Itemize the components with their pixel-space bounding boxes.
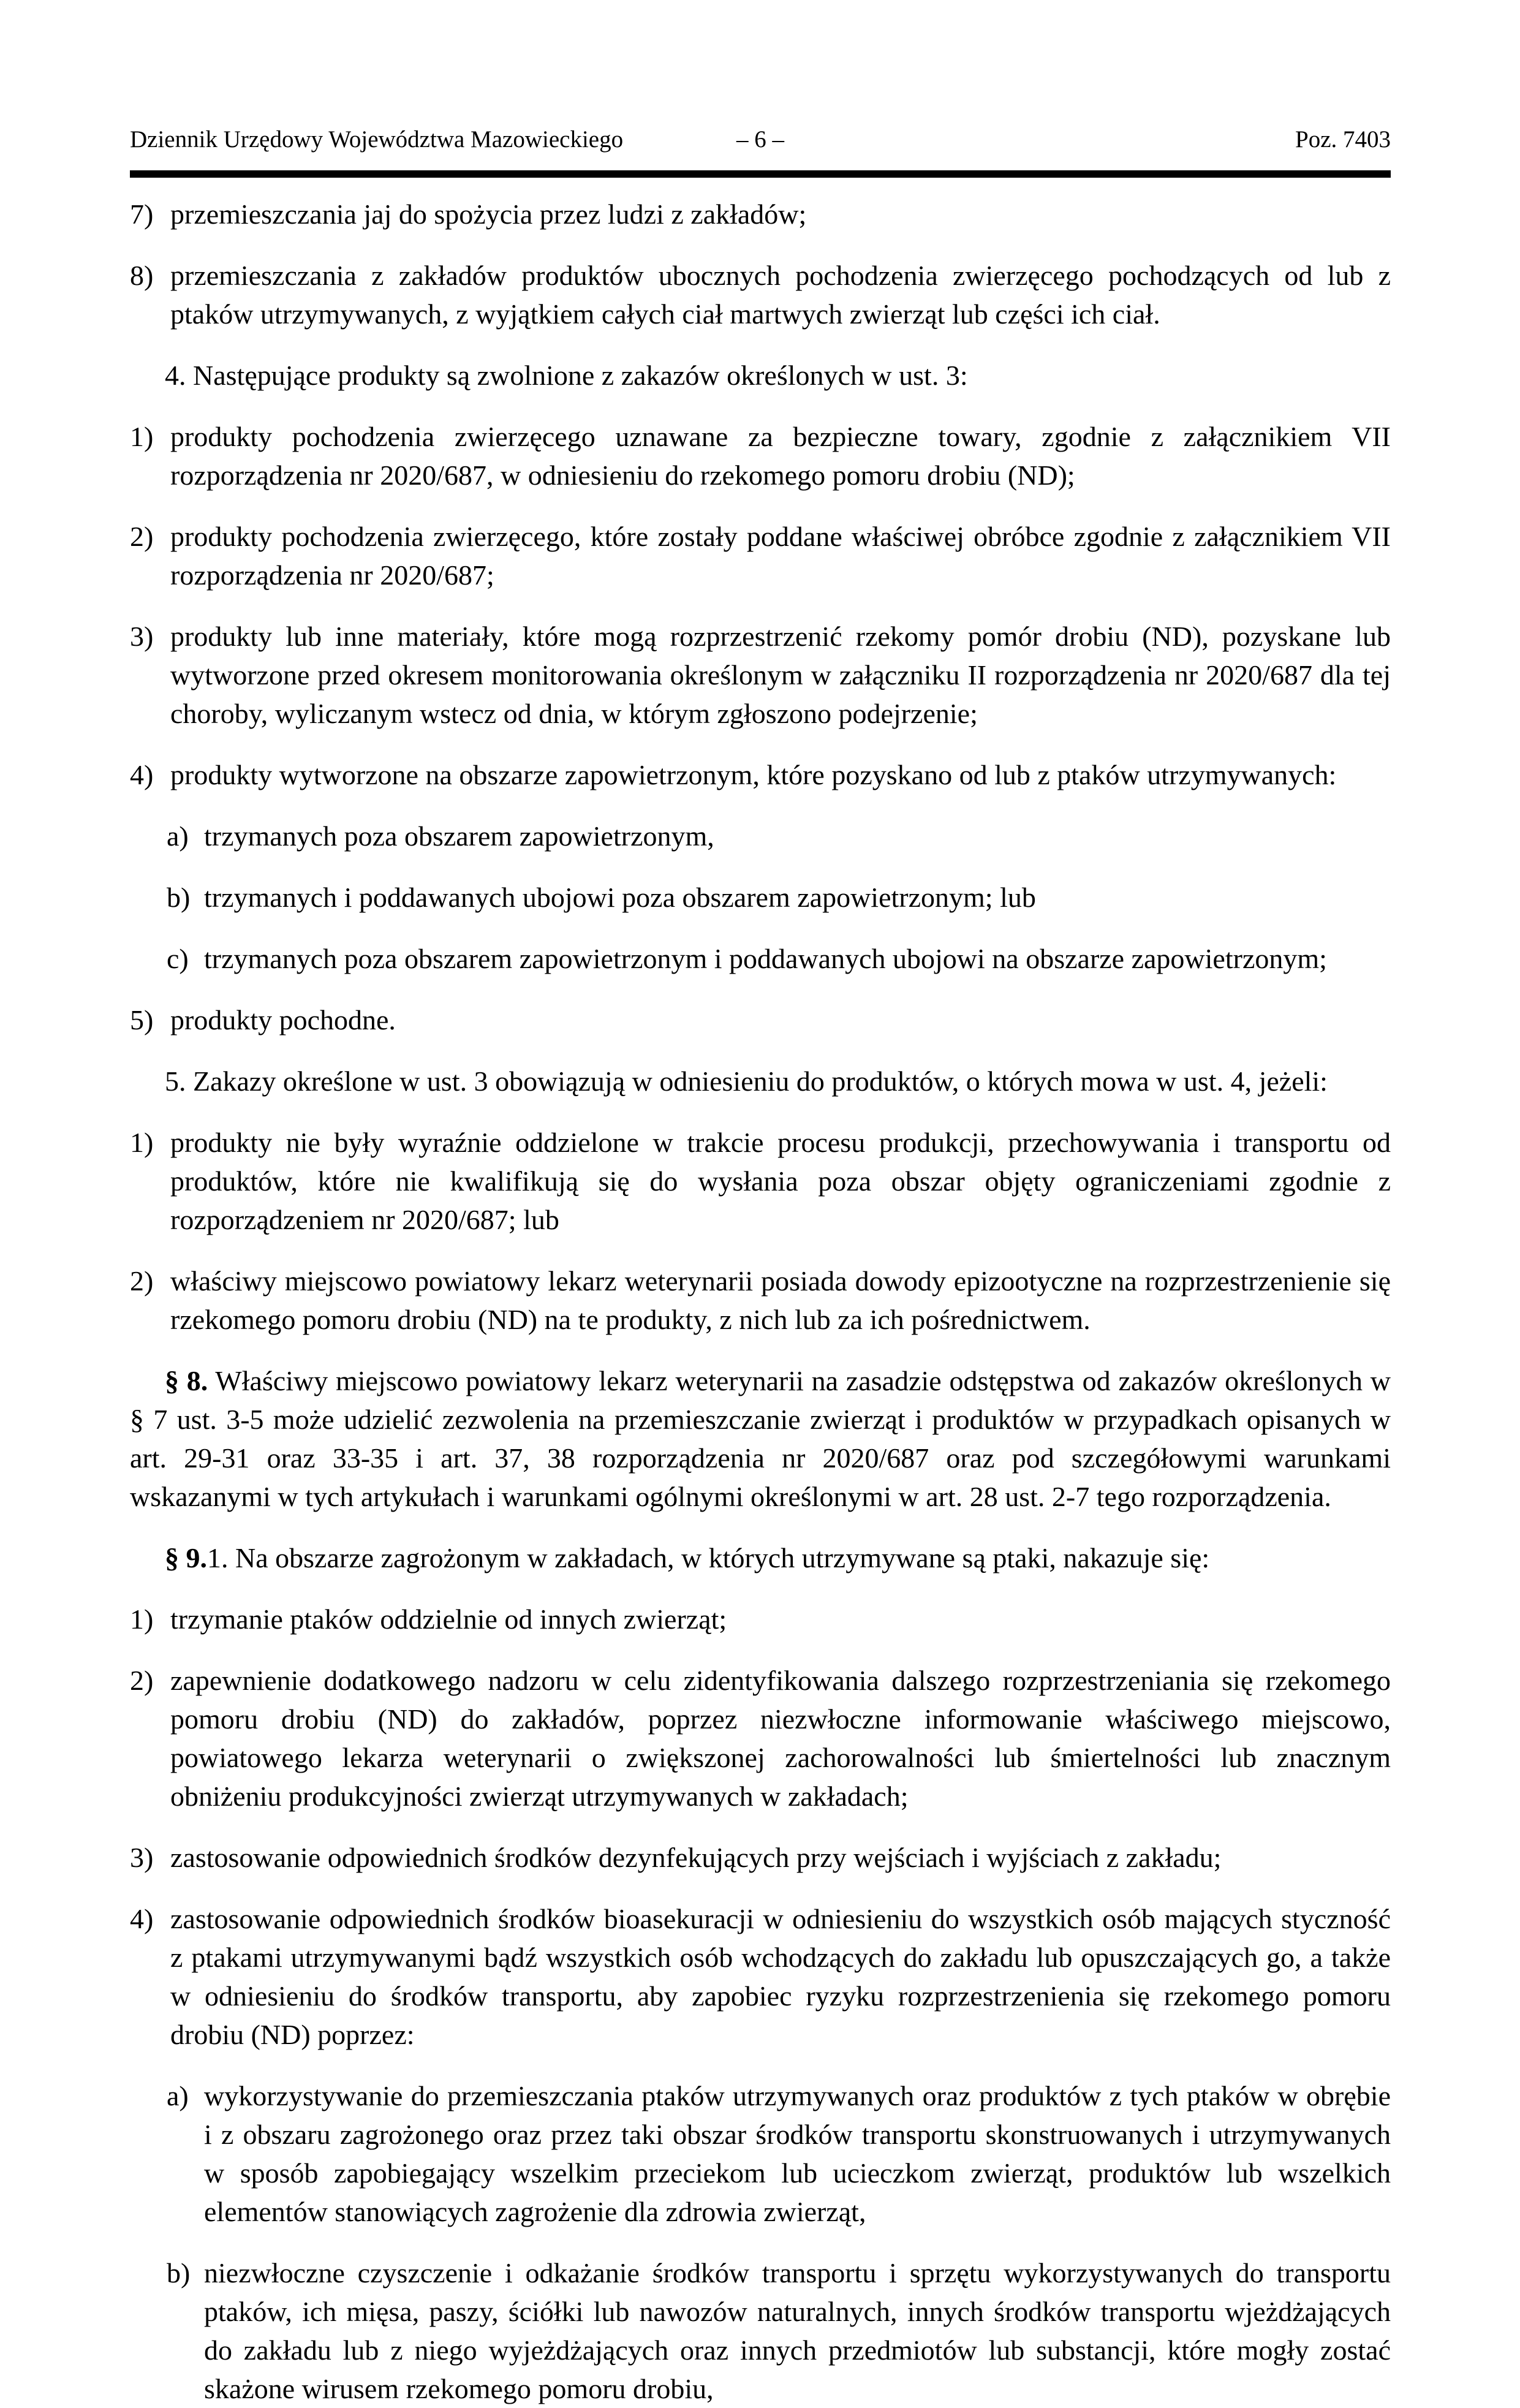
page-header (130, 126, 1391, 154)
paragraph-text: 4. Następujące produkty są zwolnione z zakazów określonych w ust. 3: (165, 360, 968, 391)
paragraph-text: produkty pochodzenia zwierzęcego uznawane za bezpieczne towary, zgodnie z załącznikiem VII rozporządzenia nr 2020/687, w odniesieniu do rzekomego pomoru drobiu (ND); (170, 421, 1391, 491)
list-item (130, 1001, 1391, 1039)
paragraph (130, 356, 1391, 395)
list-item (130, 517, 1391, 594)
list-marker: 3) (130, 621, 154, 652)
list-marker: 2) (130, 521, 154, 552)
page-number: – 6 – (736, 126, 784, 153)
list-marker: 1) (130, 421, 154, 452)
paragraph-text: trzymanych poza obszarem zapowietrzonym i poddawanych ubojowi na obszarze zapowietrzonym; (204, 943, 1327, 974)
list-marker: b) (167, 2257, 191, 2289)
paragraph-text: trzymanych poza obszarem zapowietrzonym, (204, 820, 714, 852)
list-item (130, 617, 1391, 733)
paragraph-text: Właściwy miejscowo powiatowy lekarz weterynarii na zasadzie odstępstwa od zakazów określonych w § 7 ust. 3-5 może udzielić zezwolenia na przemieszczanie zwierząt i produktów w przypadkach opisanych w art. 29-31 oraz 33-35 i art. 37, 38 rozporządzenia nr 2020/687 oraz pod szczegółowymi warunkami wskazanymi w tych artykułach i warunkami ogólnymi określonymi w art. 28 ust. 2-7 tego rozporządzenia. (130, 1365, 1391, 1512)
paragraph-text: produkty pochodzenia zwierzęcego, które zostały poddane właściwej obróbce zgodnie z załącznikiem VII rozporządzenia nr 2020/687; (170, 521, 1391, 591)
list-item (130, 1123, 1391, 1239)
paragraph-text: produkty pochodne. (170, 1004, 396, 1036)
paragraph-text: Na obszarze zagrożonym w zakładach, w których utrzymywane są ptaki, nakazuje się: (235, 1542, 1210, 1573)
paragraph-text: przemieszczania z zakładów produktów ubocznych pochodzenia zwierzęcego pochodzących od lub z ptaków utrzymywanych, z wyjątkiem całych ciał martwych zwierząt lub części ich ciał. (170, 260, 1391, 330)
list-item (130, 1661, 1391, 1815)
paragraph-text: zastosowanie odpowiednich środków dezynfekujących przy wejściach i wyjściach z zakładu; (170, 1842, 1222, 1873)
paragraph-text: produkty nie były wyraźnie oddzielone w trakcie procesu produkcji, przechowywania i transportu od produktów, które nie kwalifikują się do wysłania poza obszar objęty ograniczeniami zgodnie z rozporządzeniem nr 2020/687; lub (170, 1127, 1391, 1235)
list-marker: 8) (130, 260, 154, 291)
paragraph (130, 1062, 1391, 1100)
list-marker: 5) (130, 1004, 154, 1036)
list-item (130, 1838, 1391, 1877)
list-marker: 4) (130, 1903, 154, 1934)
list-marker: 1) (130, 1127, 154, 1158)
list-item (130, 1899, 1391, 2054)
list-marker: a) (167, 2080, 189, 2111)
paragraph-text: właściwy miejscowo powiatowy lekarz weterynarii posiada dowody epizootyczne na rozprzestrzenienie się rzekomego pomoru drobiu (ND) na te produkty, z nich lub za ich pośrednictwem. (170, 1265, 1391, 1335)
paragraph-text: zapewnienie dodatkowego nadzoru w celu zidentyfikowania dalszego rozprzestrzeniania się rzekomego pomoru drobiu (ND) do zakładów, poprzez niezwłoczne informowanie właściwego miejscowo, powiatowego lekarza weterynarii o zwiększonej zachorowalności lub śmiertelności lub znacznym obniżeniu produkcyjności zwierząt utrzymywanych w zakładach; (170, 1665, 1391, 1812)
paragraph (130, 1361, 1391, 1516)
journal-title: Dziennik Urzędowy Województwa Mazowieckiego (130, 126, 624, 153)
list-item (130, 1600, 1391, 1638)
paragraph-text: trzymanie ptaków oddzielnie od innych zwierząt; (170, 1603, 727, 1635)
list-item (130, 417, 1391, 494)
paragraph: § 9.1. Na obszarze zagrożonym w zakładach, w których utrzymywane są ptaki, nakazuje się: (165, 1542, 1210, 1573)
section-number: § 8. (165, 1365, 208, 1396)
document-body (130, 195, 1391, 2408)
paragraph-text: niezwłoczne czyszczenie i odkażanie środków transportu i sprzętu wykorzystywanych do transportu ptaków, ich mięsa, paszy, ściółki lub nawozów naturalnych, innych środków transportu wjeżdżających do zakładu lub z niego wyjeżdżających oraz innych przedmiotów lub substancji, które mogły zostać skażone wirusem rzekomego pomoru drobiu, (204, 2257, 1391, 2404)
list-item (130, 195, 1391, 233)
paragraph-text: przemieszczania jaj do spożycia przez ludzi z zakładów; (170, 199, 807, 230)
list-marker: a) (167, 820, 189, 852)
list-marker: 2) (130, 1265, 154, 1297)
list-item (130, 878, 1391, 917)
list-marker: 3) (130, 1842, 154, 1873)
list-marker: c) (167, 943, 189, 974)
list-marker: 7) (130, 199, 154, 230)
list-item (130, 755, 1391, 794)
list-marker: 2) (130, 1665, 154, 1696)
paragraph-text: 5. Zakazy określone w ust. 3 obowiązują w odniesieniu do produktów, o których mowa w ust. 4, jeżeli: (165, 1066, 1328, 1097)
list-marker: b) (167, 882, 191, 913)
list-item (130, 2077, 1391, 2231)
list-item (130, 939, 1391, 978)
paragraph-text: wykorzystywanie do przemieszczania ptaków utrzymywanych oraz produktów z tych ptaków w obrębie i z obszaru zagrożonego oraz przez taki obszar środków transportu skonstruowanych i utrzymywanych w sposób zapobiegający wszelkim przeciekom lub ucieczkom zwierząt, produktów lub wszelkich elementów stanowiących zagrożenie dla zdrowia zwierząt, (204, 2080, 1391, 2227)
list-item (130, 1262, 1391, 1339)
list-item (130, 2254, 1391, 2408)
section-number: § 9. (165, 1542, 207, 1573)
list-marker: 1) (130, 1603, 154, 1635)
list-item (130, 256, 1391, 333)
paragraph-text: trzymanych i poddawanych ubojowi poza obszarem zapowietrzonym; lub (204, 882, 1036, 913)
list-marker: 4) (130, 759, 154, 790)
paragraph-text: produkty lub inne materiały, które mogą rozprzestrzenić rzekomy pomór drobiu (ND), pozyskane lub wytworzone przed okresem monitorowania określonym w załączniku II rozporządzenia nr 2020/687 dla tej choroby, wyliczanym wstecz od dnia, w którym zgłoszono podejrzenie; (170, 621, 1391, 729)
position-label: Poz. 7403 (1295, 126, 1391, 153)
header-rule (130, 170, 1391, 178)
paragraph-text: produkty wytworzone na obszarze zapowietrzonym, które pozyskano od lub z ptaków utrzymywanych: (170, 759, 1337, 790)
paragraph-text: zastosowanie odpowiednich środków bioasekuracji w odniesieniu do wszystkich osób mających styczność z ptakami utrzymywanymi bądź wszystkich osób wchodzących do zakładu lub opuszczających go, a także w odniesieniu do środków transportu, aby zapobiec ryzyku rozprzestrzenienia się rzekomego pomoru drobiu (ND) poprzez: (170, 1903, 1391, 2050)
list-item (130, 817, 1391, 855)
